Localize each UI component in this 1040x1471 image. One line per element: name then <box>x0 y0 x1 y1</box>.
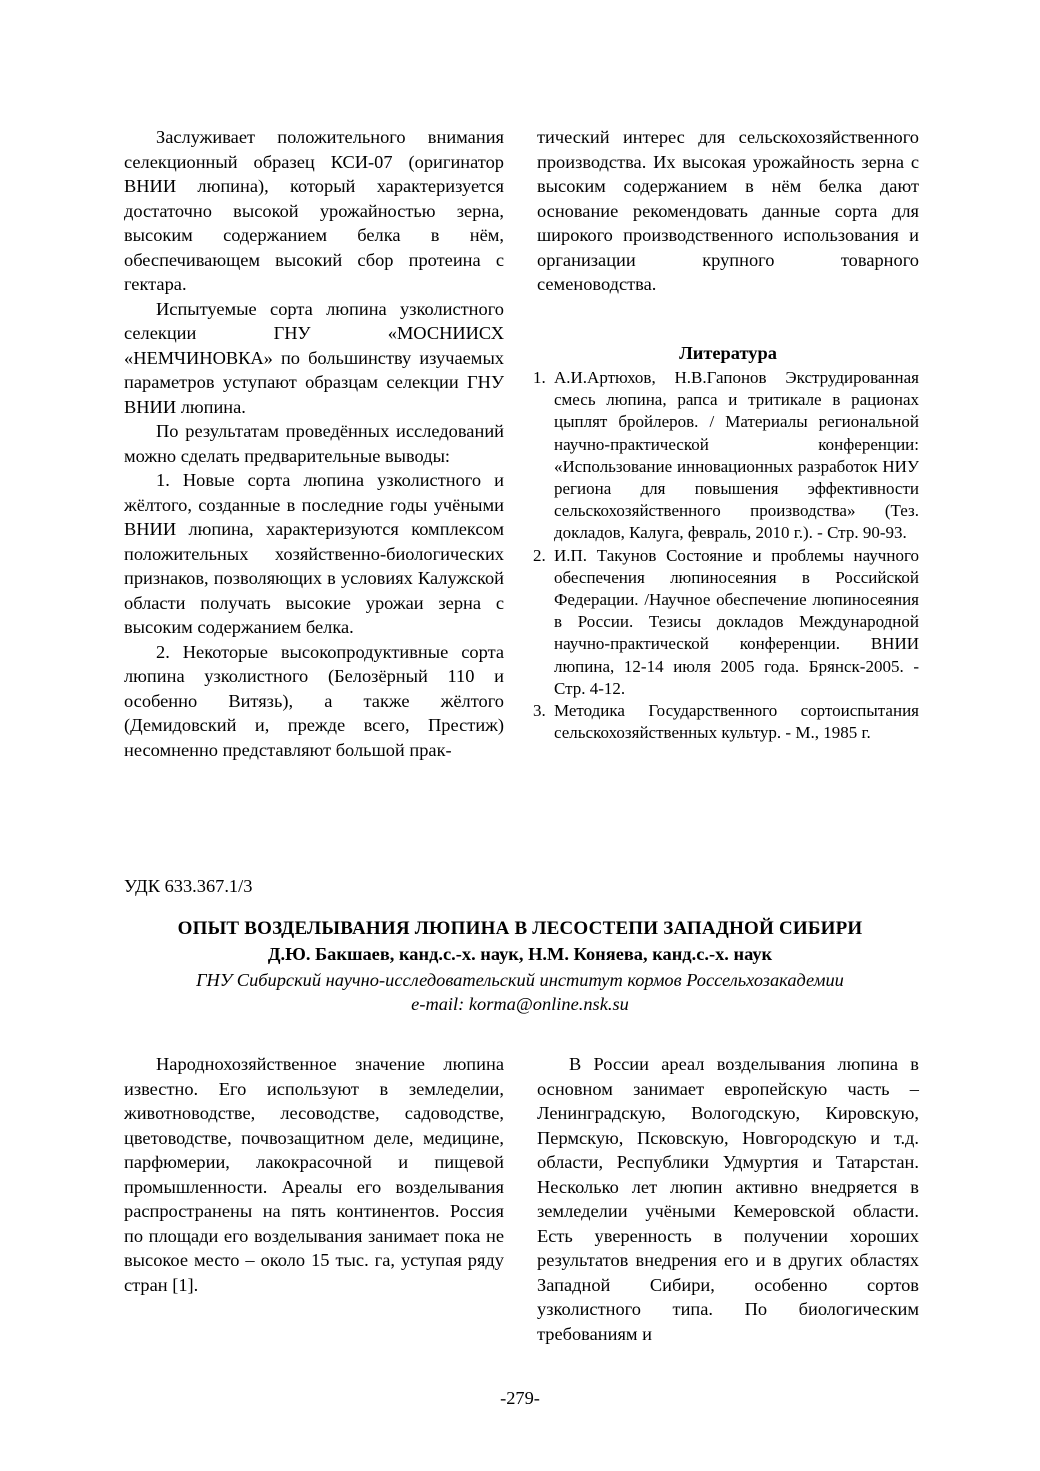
reference-item <box>533 367 919 545</box>
paragraph-nemchinovka: Испытуемые сорта люпина узколистного селекции ГНУ «МОСНИИСХ «НЕМЧИНОВКА» по большинству изучаемых параметров уступают образцам селекции ГНУ ВНИИ люпина. <box>124 298 504 417</box>
reference-number: 2. <box>533 545 546 565</box>
reference-text: И.П. Такунов Состояние и проблемы научного обеспечения люпиносеяния в Российской Федерации. /Научное обеспечение люпиносеяния в России. Тезисы докладов Международной научно-практической конференции. ВНИИ люпина, 12-14 июля 2005 года. Брянск-2005. - Стр. 4-12. <box>554 545 919 698</box>
udk-code: УДК 633.367.1/3 <box>124 876 253 896</box>
reference-text: А.И.Артюхов, Н.В.Гапонов Экструдированная смесь люпина, рапса и тритикале в рационах цыплят бройлеров. / Материалы региональной научно-практической конференции: «Использование инновационных разработок НИУ региона для повышения эффективности сельскохозяйственного производства» (Тез. докладов, Калуга, февраль, 2010 г.). - Стр. 90-93. <box>554 368 919 543</box>
article-affiliation: ГНУ Сибирский научно-исследовательский институт кормов Россельхозакадемии <box>196 970 844 990</box>
paragraph-conclusions-intro: По результатам проведённых исследований можно сделать предварительные выводы: <box>124 421 504 466</box>
references-heading: Литература <box>679 342 777 363</box>
bottom-right-column <box>537 1052 919 1346</box>
reference-number: 3. <box>533 701 546 721</box>
page-number: -279- <box>500 1388 540 1408</box>
article-email: e-mail: korma@online.nsk.su <box>411 994 629 1014</box>
top-left-column <box>124 125 504 762</box>
reference-item <box>533 545 919 700</box>
paragraph-russia-range: В России ареал возделывания люпина в основном занимает европейскую часть – Ленинградскую, Вологодскую, Кировскую, Пермскую, Псковскую, Новгородскую и т.д. области, Республики Удмуртия и Татарстан. Несколько лет люпин активно внедряется в земледелии учёными Кемеровской области. Есть уверенность в получении хороших результатов внедрения его и в других областях Западной Сибири, особенно сортов узколистного типа. По биологическим требованиям и <box>537 1054 919 1344</box>
reference-text: Методика Государственного сортоиспытания сельскохозяйственных культур. - М., 1985 г. <box>554 701 919 743</box>
bottom-left-column <box>124 1052 504 1297</box>
article-title: ОПЫТ ВОЗДЕЛЫВАНИЯ ЛЮПИНА В ЛЕСОСТЕПИ ЗАПАДНОЙ СИБИРИ <box>177 918 863 939</box>
reference-number: 1. <box>533 368 546 387</box>
paragraph-continuation: тический интерес для сельскохозяйственного производства. Их высокая урожайность зерна с высоким содержанием в нём белка дают основание рекомендовать данные сорта для широкого производственного использования и организации крупного товарного семеноводства. <box>537 127 919 294</box>
article-authors: Д.Ю. Бакшаев, канд.с.-х. наук, Н.М. Коняева, канд.с.-х. наук <box>267 944 773 964</box>
paragraph-conclusion-2: 2. Некоторые высокопродуктивные сорта люпина узколистного (Белозёрный 110 и особенно Витязь), а также жёлтого (Демидовский и, прежде всего, Престиж) несомненно представляют большой прак- <box>124 641 504 760</box>
top-right-column <box>533 125 919 744</box>
references-list <box>533 367 919 744</box>
reference-item <box>533 700 919 744</box>
paragraph-ksi07: Заслуживает положительного внимания селекционный образец КСИ-07 (оригинатор ВНИИ люпина), который характеризуется достаточно высокой урожайностью зерна, высоким содержанием белка в нём, обеспечивающем высокий сбор протеина с гектара. <box>124 127 504 294</box>
paragraph-significance: Народнохозяйственное значение люпина известно. Его используют в земледелии, животноводстве, лесоводстве, садоводстве, цветоводстве, почвозащитном деле, медицине, парфюмерии, лакокрасочной и пищевой промышленности. Ареалы его возделывания распространены на пять континентов. Россия по площади его возделывания занимает пока не высокое место – около 15 тыс. га, уступая ряду стран [1]. <box>124 1054 504 1295</box>
paragraph-conclusion-1: 1. Новые сорта люпина узколистного и жёлтого, созданные в последние годы учёными ВНИИ люпина, характеризуются комплексом положительных хозяйственно-биологических признаков, позволяющих в условиях Калужской области получать высокие урожаи зерна с высоким содержанием белка. <box>124 470 504 637</box>
